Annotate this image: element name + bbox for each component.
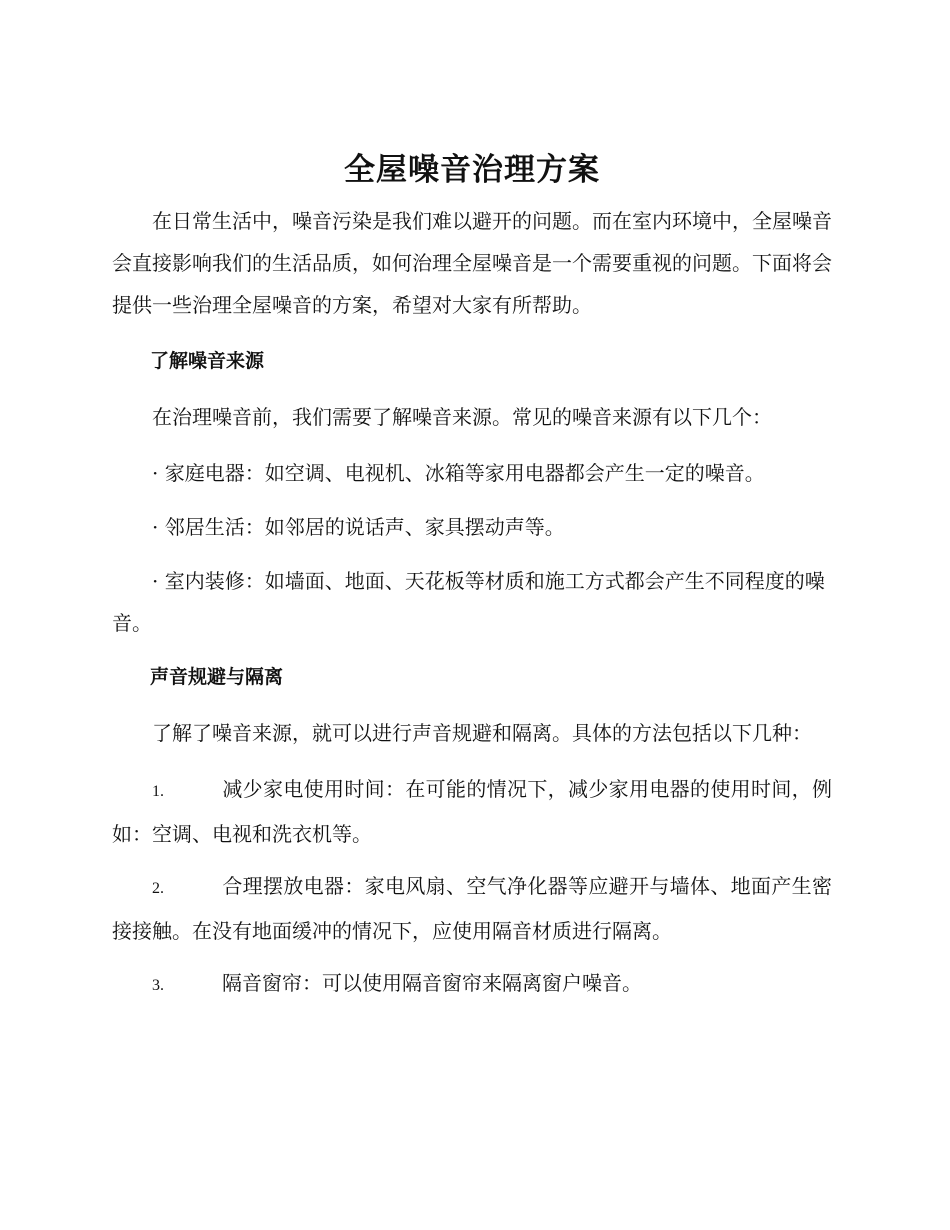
item-text: 合理摆放电器：家电风扇、空气净化器等应避开与墙体、地面产生密接接触。在没有地面缓冲的情况下，应使用隔音材质进行隔离。 (112, 874, 832, 943)
item-number: 2. (152, 880, 164, 897)
document-title: 全屋噪音治理方案 (344, 152, 600, 188)
item-number: 1. (152, 783, 164, 800)
bullet-item-neighbors: · 邻居生活：如邻居的说话声、家具摆动声等。 (152, 515, 565, 539)
intro-paragraph: 在日常生活中，噪音污染是我们难以避开的问题。而在室内环境中，全屋噪音会直接影响我们的生活品质，如何治理全屋噪音是一个需要重视的问题。下面将会提供一些治理全屋噪音的方案，希望对大家有所帮助。 (112, 209, 832, 317)
numbered-item-3 (112, 962, 832, 1007)
item-number: 3. (152, 977, 164, 994)
section-lead-isolation: 了解了噪音来源，就可以进行声音规避和隔离。具体的方法包括以下几种： (152, 721, 812, 745)
numbered-item-1 (112, 768, 832, 855)
item-text: 减少家电使用时间：在可能的情况下，减少家用电器的使用时间，例如：空调、电视和洗衣机等。 (112, 777, 832, 846)
document-content (112, 148, 832, 1017)
section-lead-noise-sources: 在治理噪音前，我们需要了解噪音来源。常见的噪音来源有以下几个： (152, 405, 772, 429)
bullet-item-decoration: · 室内装修：如墙面、地面、天花板等材质和施工方式都会产生不同程度的噪音。 (112, 569, 825, 635)
section-heading-isolation: 声音规避与隔离 (150, 666, 284, 688)
bullet-item-appliances: · 家庭电器：如空调、电视机、冰箱等家用电器都会产生一定的噪音。 (152, 461, 765, 485)
item-text: 隔音窗帘：可以使用隔音窗帘来隔离窗户噪音。 (222, 971, 642, 995)
numbered-item-2 (112, 865, 832, 952)
section-heading-noise-sources: 了解噪音来源 (150, 350, 265, 372)
